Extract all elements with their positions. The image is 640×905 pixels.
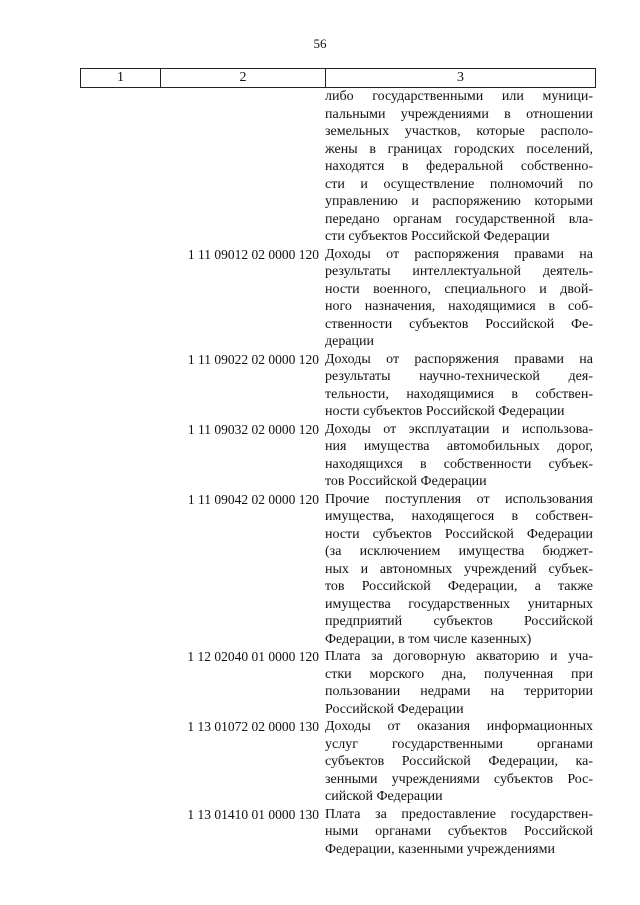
description-line: тельности, находящимися в собствен- <box>325 386 593 402</box>
description-line: субъектов Российской Федерации, ка- <box>325 754 593 769</box>
table-row <box>80 421 595 491</box>
description-line: Прочие поступления от использования <box>325 491 593 507</box>
budget-code: 1 11 09012 02 0000 120 <box>187 246 319 262</box>
page-number: 56 <box>313 36 327 51</box>
description-line: ния имущества автомобильных дорог, <box>325 439 593 454</box>
budget-code: 1 13 01410 01 0000 130 <box>187 806 319 822</box>
description-line: управлению и распоряжению которыми <box>325 194 593 209</box>
description-line: зенными учреждениями субъектов Рос- <box>325 771 593 787</box>
table-row <box>80 351 595 421</box>
description-line: тов Российской Федерации, а также <box>325 579 593 594</box>
column-header-2: 2 <box>161 69 326 88</box>
description-line: либо государственными или муници- <box>325 89 593 104</box>
description-line: ного назначения, находящимися в соб- <box>325 299 593 314</box>
income-description <box>325 421 593 491</box>
description-line: ными органами субъектов Российской <box>325 824 593 839</box>
description-line: результаты научно-технической дея- <box>325 369 593 384</box>
description-line: Доходы от распоряжения правами на <box>325 246 593 262</box>
description-line: земельных участков, которые располо- <box>325 124 593 139</box>
budget-code: 1 12 02040 01 0000 120 <box>187 649 319 664</box>
income-description <box>325 88 593 246</box>
table-header <box>80 68 596 88</box>
description-line: жены в границах городских поселений, <box>325 141 593 157</box>
description-line: результаты интеллектуальной деятель- <box>325 264 593 279</box>
description-line: тов Российской Федерации <box>325 474 487 489</box>
income-description <box>325 491 593 649</box>
description-line: Доходы от распоряжения правами на <box>325 351 593 367</box>
column-header-1: 1 <box>81 69 161 88</box>
description-line: ственности субъектов Российской Фе- <box>325 316 593 332</box>
income-description <box>325 246 593 351</box>
description-line: находятся в федеральной собственно- <box>325 159 593 174</box>
description-line: Плата за предоставление государствен- <box>325 806 593 822</box>
description-line: Доходы от эксплуатации и использова- <box>325 421 593 437</box>
description-line: сти и осуществление полномочий по <box>325 176 593 192</box>
description-line: стки морского дна, полученная при <box>325 666 593 682</box>
table-row <box>80 718 595 806</box>
table-row <box>80 491 595 649</box>
income-description <box>325 351 593 421</box>
description-line: Федерации, казенными учреждениями <box>325 841 555 857</box>
description-line: дерации <box>325 334 375 349</box>
table-row <box>80 246 595 351</box>
description-line: пальными учреждениями в отношении <box>325 106 593 122</box>
column-header-3: 3 <box>326 69 596 88</box>
description-line: передано органам государственной вла- <box>325 211 593 227</box>
description-line: имущества государственных унитарных <box>325 596 593 612</box>
description-line: услуг государственными органами <box>325 736 593 752</box>
budget-code: 1 13 01072 02 0000 130 <box>187 719 319 734</box>
income-description <box>325 806 593 859</box>
description-line: находящихся в собственности субъек- <box>325 456 593 472</box>
description-line: имущества, находящегося в собствен- <box>325 509 593 524</box>
description-line: сийской Федерации <box>325 789 443 804</box>
description-line: ности военного, специального и двой- <box>325 281 593 297</box>
description-line: сти субъектов Российской Федерации <box>325 229 550 244</box>
budget-code: 1 11 09032 02 0000 120 <box>187 421 319 437</box>
description-line: ности субъектов Российской Федерации <box>325 404 565 419</box>
table-row <box>80 648 595 718</box>
description-line: пользовании недрами на территории <box>325 684 593 699</box>
description-line: ности субъектов Российской Федерации <box>325 526 593 542</box>
description-line: Федерации, в том числе казенных) <box>325 631 532 647</box>
description-line: Плата за договорную акваторию и уча- <box>325 649 593 664</box>
description-line: предприятий субъектов Российской <box>325 614 593 629</box>
description-line: Доходы от оказания информационных <box>325 719 593 734</box>
description-line: Российской Федерации <box>325 701 464 717</box>
table-row <box>80 806 595 859</box>
table-row <box>80 88 595 246</box>
description-line: ных и автономных учреждений субъек- <box>325 561 593 577</box>
budget-code: 1 11 09042 02 0000 120 <box>187 491 319 507</box>
budget-code: 1 11 09022 02 0000 120 <box>187 351 319 367</box>
table-body <box>80 88 595 858</box>
description-line: (за исключением имущества бюджет- <box>325 544 593 559</box>
income-description <box>325 648 593 718</box>
income-description <box>325 718 593 806</box>
